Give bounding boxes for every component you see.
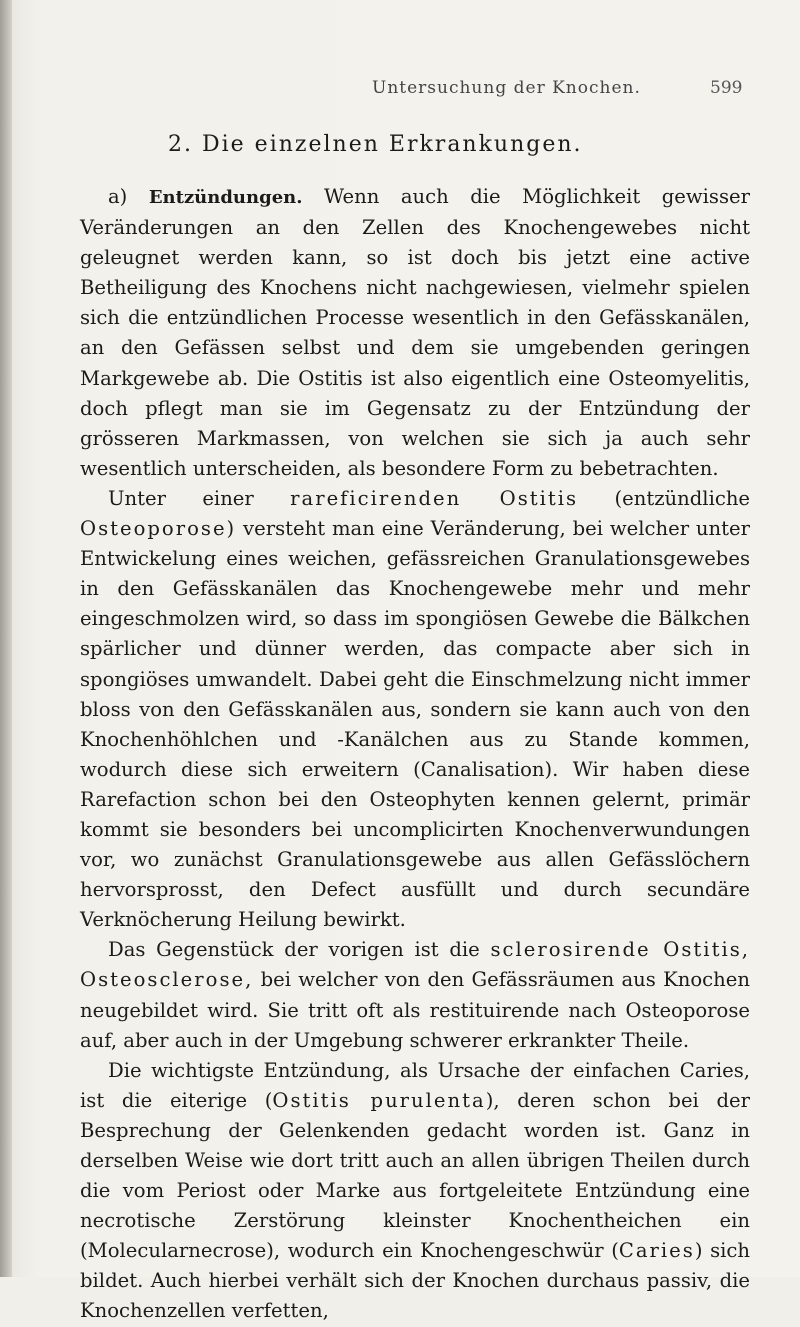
paragraph-text: (entzündliche xyxy=(614,486,751,510)
term-emphasis: Osteoporose) xyxy=(80,517,237,541)
paragraph-text: ) sich bildet. Auch hierbei verhält sich der Knochen durchaus passiv, die Knochenzellen verfetten, xyxy=(80,1239,750,1323)
paragraph-rareficirende-ostitis xyxy=(80,484,750,935)
term-emphasis: sclerosirende Ostitis, Osteosclerose, xyxy=(80,938,750,992)
term-emphasis: rareficirenden Ostitis xyxy=(290,486,579,510)
paragraph-text: Wenn auch die Möglichkeit gewisser Veränderungen an den Zellen des Knochengewebes nicht geleugnet werden kann, so ist doch bis jetzt eine active Betheiligung des Knochens nicht nachgewiesen, vielmehr spielen sich die entzündlichen Processe wesentlich in den Gefässkanälen, an den Gefässen selbst und dem sie umgebenden geringen Markgewebe ab. Die Ostitis ist also eigentlich eine Osteomyelitis, doch pflegt man sie im Gegensatz zu der Entzündung der grösseren Markmassen, von welchen sie sich ja auch sehr wesentlich unterscheiden, als besondere Form zu bebetrachten. xyxy=(80,185,751,480)
list-marker: a) xyxy=(108,185,128,208)
paragraph-text: bei welcher von den Gefässräumen aus Knochen neugebildet wird. Sie tritt oft als restituirende nach Osteoporose auf, aber auch in der Umgebung schwerer erkrankter Theile. xyxy=(80,968,750,1052)
paragraph-text: ), deren schon bei der Besprechung der Gelenkenden gedacht worden ist. Ganz in derselben Weise wie dort tritt auch an allen übrigen Theilen durch die vom Periost oder Marke aus fortgeleitete Entzündung eine necrotische Zerstörung kleinster Knochentheichen ein (Molecularnecrose), wodurch ein Knochengeschwür ( xyxy=(80,1088,750,1263)
body-text xyxy=(80,182,750,1327)
page-number: 599 xyxy=(710,78,743,98)
page-gutter-shadow xyxy=(0,0,12,1277)
paragraph-text: Unter einer xyxy=(108,486,254,510)
paragraph-text: Die wichtigste Entzündung, als Ursache der einfachen Caries, ist die eiterige ( xyxy=(80,1058,750,1112)
paragraph-text: Das Gegenstück der vorigen ist die xyxy=(108,938,480,962)
paragraph-heading: Entzündungen. xyxy=(148,187,303,208)
running-head: Untersuchung der Knochen. xyxy=(372,78,641,98)
paragraph-text: versteht man eine Veränderung, bei welcher unter Entwickelung eines weichen, gefässreichen Granulationsgewebes in den Gefässkanälen das Knochengewebe mehr und mehr eingeschmolzen wird, so dass im spongiösen Gewebe die Bälkchen spärlicher und dünner werden, das compacte aber sich in spongiöses umwandelt. Dabei geht die Einschmelzung nicht immer bloss von den Gefässkanälen aus, sondern sie kann auch von den Knochenhöhlchen und -Kanälchen aus zu Stande kommen, wodurch diese sich erweitern (Canalisation). Wir haben diese Rarefaction schon bei den Osteophyten kennen gelernt, primär kommt sie besonders bei uncomplicirten Knochenverwundungen vor, wo zunächst Granulationsgewebe aus allen Gefässlöchern hervorsprosst, den Defect ausfüllt und durch secundäre Verknöcherung Heilung bewirkt. xyxy=(80,517,750,932)
paragraph-ostitis-purulenta xyxy=(80,1056,750,1327)
term-emphasis: Ostitis purulenta xyxy=(272,1088,486,1112)
paragraph-entzuendungen xyxy=(80,182,750,484)
paragraph-sclerosirende-ostitis xyxy=(80,935,750,1055)
term-emphasis: Caries xyxy=(618,1239,695,1263)
section-title: 2. Die einzelnen Erkrankungen. xyxy=(168,132,583,157)
